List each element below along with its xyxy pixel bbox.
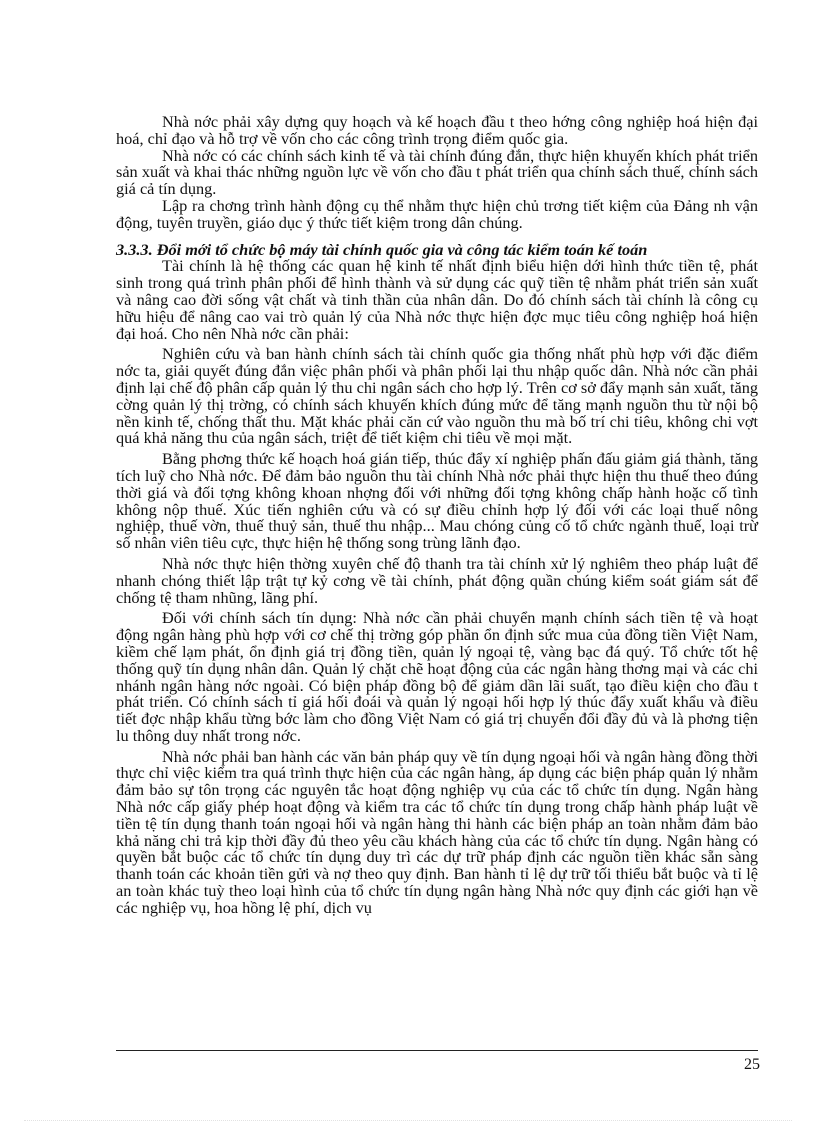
paragraph: Nhà nớc phải ban hành các văn bản pháp quy về tín dụng ngoại hối và ngân hàng đồng thời thực chỉ việc kiểm tra quá trình thực hiện của các ngân hàng, áp dụng các biện pháp quản lý nhằm đảm bảo sự tôn trọng các nguyên tắc hoạt động nghiệp vụ của các tổ chức tín dụng. Ngân hàng Nhà nớc cấp giấy phép hoạt động và kiểm tra các tổ chức tín dụng trong chấp hành pháp luật về tiền tệ tín dụng thanh toán ngoại hối và ngân hàng thi hành các biện pháp an toàn nhằm đảm bảo khả năng chi trả kịp thời đầy đủ theo yêu cầu khách hàng của các tổ chức tín dụng. Ngân hàng có quyền bắt buộc các tổ chức tín dụng duy trì các dự trữ pháp định các nguồn tiền khác sẵn sàng thanh toán các khoản tiền gửi và nợ theo quy định. Ban hành tỉ lệ dự trữ tối thiểu bắt buộc và tỉ lệ an toàn khác tuỳ theo loại hình của tổ chức tín dụng ngân hàng Nhà nớc quy định các giới hạn về các nghiệp vụ, hoa hồng lệ phí, dịch vụ	[116, 746, 758, 917]
footer-rule	[116, 1050, 758, 1051]
paragraph: Nhà nớc phải xây dựng quy hoạch và kế hoạch đầu t theo hớng công nghiệp hoá hiện đại hoá, chỉ đạo và hỗ trợ về vốn cho các công trình trọng điểm quốc gia.	[116, 112, 758, 148]
paragraph: Bằng phơng thức kế hoạch hoá gián tiếp, thúc đẩy xí nghiệp phấn đấu giảm giá thành, tăng tích luỹ cho Nhà nớc. Để đảm bảo nguồn thu tài chính Nhà nớc phải thực hiện thu thuế theo đúng thời giá và đối tợng không khoan nhợng đối với những đối tợng không chấp hành hoặc cố tình không nộp thuế. Xúc tiến nghiên cứu và có sự điều chỉnh hợp lý đối với các loại thuế nông nghiệp, thuế vờn, thuế thuỷ sản, thuế thu nhập... Mau chóng củng cố tổ chức ngành thuế, loại trừ số nhân viên tiêu cực, thực hiện hệ thống song trùng lãnh đạo.	[116, 449, 758, 553]
document-body	[116, 114, 758, 917]
paragraph: Nghiên cứu và ban hành chính sách tài chính quốc gia thống nhất phù hợp với đặc điểm nớc ta, giải quyết đúng đắn việc phân phối và phân phối lại thu nhập quốc dân. Nhà nớc cần phải định lại chế độ phân cấp quản lý thu chi ngân sách cho hợp lý. Trên cơ sở đẩy mạnh sản xuất, tăng cờng quản lý thị trờng, có chính sách khuyến khích đúng mức để tăng mạnh nguồn thu từ nội bộ nền kinh tế, chống thất thu. Mặt khác phải căn cứ vào nguồn thu mà bố trí chi tiêu, không chi vợt quá khả năng thu của ngân sách, triệt để tiết kiệm chi tiêu về mọi mặt.	[116, 344, 758, 448]
page-bottom-dotted-line	[24, 1120, 792, 1121]
page-number: 25	[744, 1056, 760, 1073]
paragraph: Nhà nớc có các chính sách kinh tế và tài chính đúng đắn, thực hiện khuyến khích phát triển sản xuất và khai thác những nguồn lực về vốn cho đầu t phát triển qua chính sách thuế, chính sách giá cả tín dụng.	[116, 145, 758, 199]
paragraph: Tài chính là hệ thống các quan hệ kinh tế nhất định biểu hiện dới hình thức tiền tệ, phát sinh trong quá trình phân phối để hình thành và sử dụng các quỹ tiền tệ nhằm phát triển sản xuất và nâng cao đời sống vật chất và tinh thần của nhân dân. Do đó chính sách tài chính là công cụ hữu hiệu để nâng cao vai trò quản lý của Nhà nớc thực hiện đợc mục tiêu công nghiệp hoá hiện đại hoá. Cho nên Nhà nớc cần phải:	[116, 256, 758, 343]
section-heading: 3.3.3. Đổi mới tổ chức bộ máy tài chính quốc gia và công tác kiểm toán kế toán	[116, 239, 648, 259]
paragraph: Nhà nớc thực hiện thờng xuyên chế độ thanh tra tài chính xử lý nghiêm theo pháp luật để nhanh chóng thiết lập trật tự kỷ cơng về tài chính, phát động quần chúng kiểm soát giám sát để chống tệ tham nhũng, lãng phí.	[116, 553, 758, 607]
paragraph: Đối với chính sách tín dụng: Nhà nớc cần phải chuyển mạnh chính sách tiền tệ và hoạt động ngân hàng phù hợp với cơ chế thị trờng góp phần ổn định sức mua của đồng tiền Việt Nam, kiềm chế lạm phát, ổn định giá trị đồng tiền, quản lý ngoại tệ, vàng bạc đá quý. Tổ chức tốt hệ thống quỹ tín dụng nhân dân. Quản lý chặt chẽ hoạt động của các ngân hàng thơng mại và các chi nhánh ngân hàng nớc ngoài. Có biện pháp đồng bộ để giảm dần lãi suất, tạo điều kiện cho đầu t phát triển. Có chính sách tỉ giá hối đoái và quản lý ngoại hối hợp lý thúc đẩy xuất khẩu và điều tiết đợc nhập khẩu từng bớc làm cho đồng Việt Nam có giá trị chuyển đổi đầy đủ và là phơng tiện lu thông duy nhất trong nớc.	[116, 608, 758, 745]
paragraph: Lập ra chơng trình hành động cụ thể nhằm thực hiện chủ trơng tiết kiệm của Đảng nh vận động, tuyên truyền, giáo dục ý thức tiết kiệm trong dân chúng.	[116, 195, 758, 232]
